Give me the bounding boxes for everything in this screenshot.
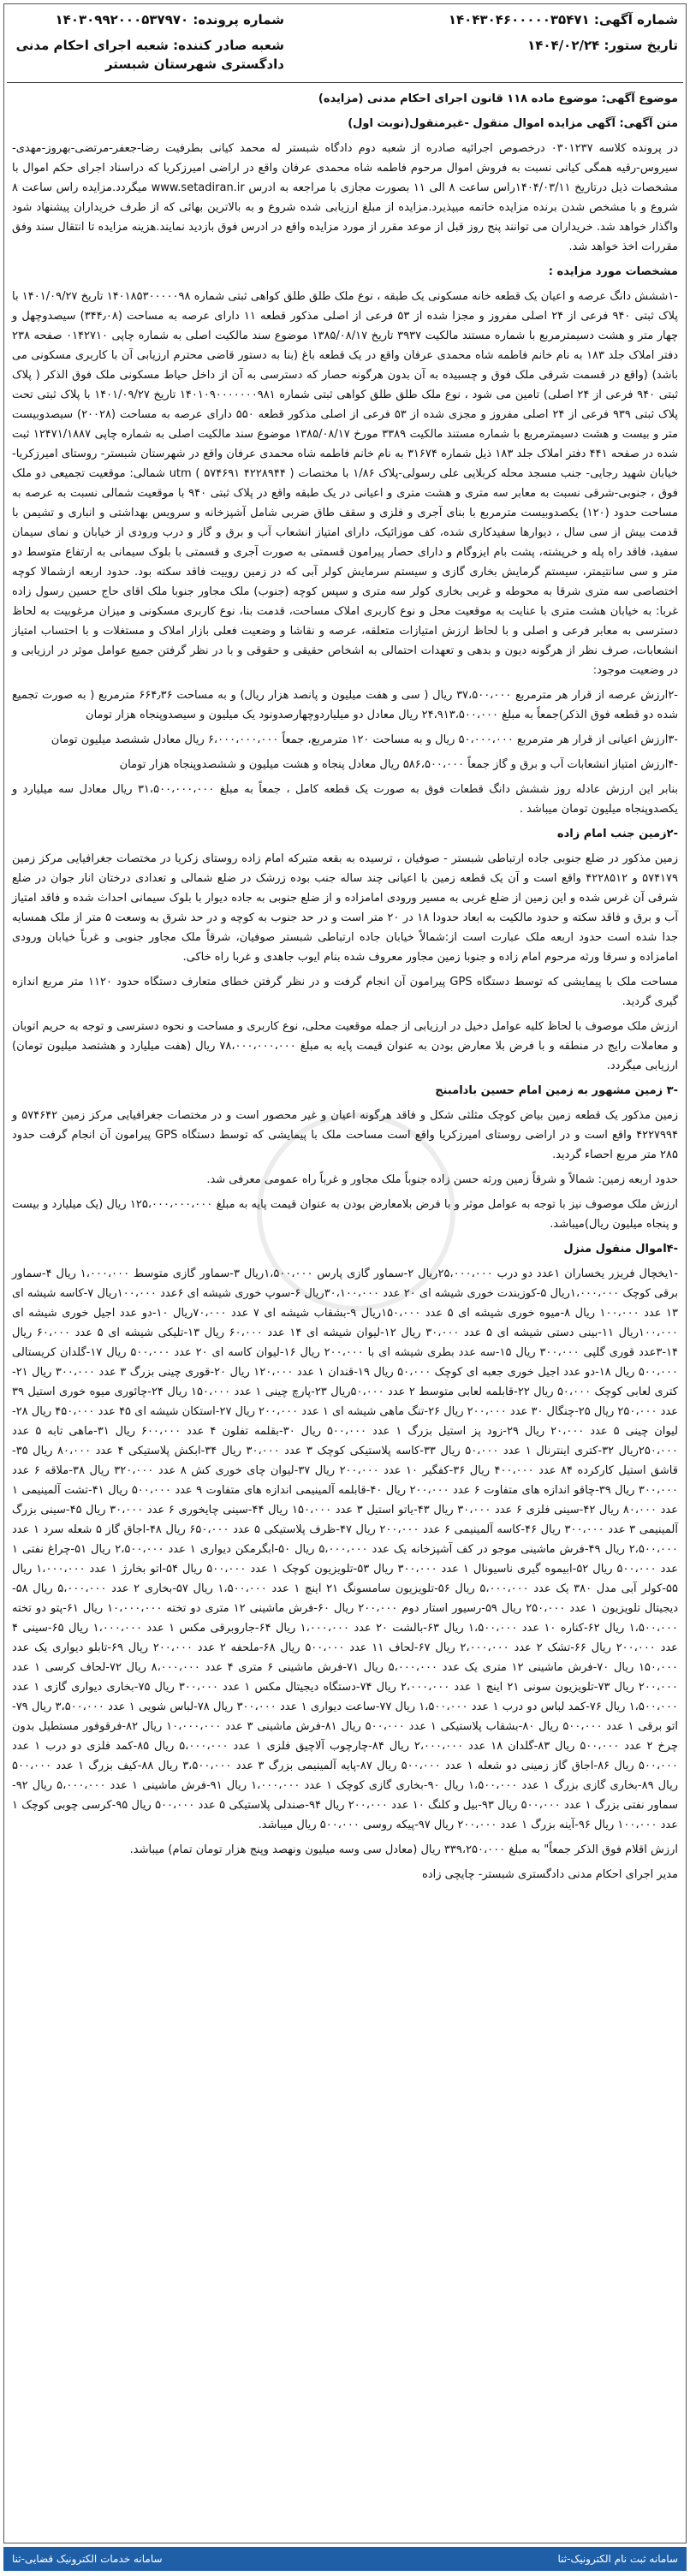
land-2-price: ارزش ملک موصوف با لحاظ کلیه عوامل دخیل در ارزیابی از جمله موقعیت محلی، نوع کاربری و مساحت و نحوه دسترسی و توجه به حریم اتوبان و معاملات رایج در منطقه و با فرض بلا معارض بودن به عنوان قیمت پایه به مبلغ ۷۸،۰۰۰،۰۰۰،۰۰۰ ریال (هفت میلیارد و هشتصد میلیون تومان) ارزیابی میگردد.	[12, 1020, 678, 1072]
item-4-utilities-value: -۴ارزش امتیاز انشعابات آب و برق و گاز جمعاً ۵۸۶،۵۰۰،۰۰۰ ریال معادل پنجاه و هشت میلیون و ششصدوپنجاه هزار تومان	[119, 758, 678, 771]
issuing-branch-label: شعبه صادر کننده:	[173, 38, 284, 53]
footer-bar	[3, 2547, 687, 2571]
header-row-2	[12, 36, 678, 72]
notice-number-value: ۱۴۰۴۳۰۴۶۰۰۰۰۰۳۵۴۷۱	[448, 12, 590, 27]
issue-date-value: ۱۴۰۴/۰۲/۲۴	[527, 38, 600, 53]
issuing-branch	[12, 36, 284, 74]
signature: مدیر اجرای احکام مدنی دادگستری شبستر- چایچی زاده	[422, 1868, 678, 1881]
footer-link-right[interactable]: سامانه ثبت نام الکترونیک-ثنا	[557, 2553, 678, 2565]
specs-title: مشخصات مورد مزایده :	[548, 265, 678, 278]
movables-list: -۱یخچال فریزر یخساران ۱عدد دو درب ۲۵،۰۰۰،۰۰۰ریال ۲-سماور گازی پارس ۱،۵۰۰،۰۰۰ریال ۳-سماور گازی متوسط ۱،۰۰۰،۰۰۰ ریال ۴-سماور برقی کوچک ۱،۰۰۰،۰۰۰ریال ۵-کوزبندت خوری شیشه ای ۲۰ عدد ۳۰،۱۰۰،۰۰۰ریال ۶-سوپ خوری شیشه ای ۶عدد ۱۰۰،۰۰۰ریال ۷-کاسه شیشه ای ۱۳ عدد ۱۰۰،۰۰۰ ریال ۸-میوه خوری شیشه ای ۵ عدد ۱۵۰،۰۰۰ریال ۹-بشقاب شیشه ای ۷ عدد ۷۰،۰۰۰ریال ۱۰-دو عدد اجیل خوری شیشه ای ۱۰۰،۰۰۰ریال ۱۱-بینی دستی شیشه ای ۵ عدد ۳۰،۰۰۰ ریال ۱۲-لیوان شیشه ای ۱۴ عدد ۶۰،۰۰۰ ریال ۱۳-تلیکی شیشه ای ۵ عدد ۶۰،۰۰۰ ریال ۱۴-۳عدد قوری گلپی ۳۰۰،۰۰۰ ریال ۱۵-سه عدد بطری شیشه ای با ۲۰۰،۰۰۰ ریال ۱۶-لیوان کاسه ای ۲۰ عدد ۵۰۰،۰۰۰ ریال ۱۷-گلدان کریستالی ۵۰۰،۰۰۰ ریال ۱۸-دو عدد اجیل خوری جعبه ای کوچک ۵۰،۰۰۰ ریال ۱۹-قندان ۱ عدد ۱۲۰،۰۰۰ ریال ۲۰-قوری چینی بزرگ ۳ عدد ۳۰۰،۰۰۰ ریال ۲۱-کتری لعابی کوچک ۵۰،۰۰۰ ریال ۲۲-قابلمه لعابی متوسط ۲ عدد ۵۰،۰۰۰ریال ۲۳-پارچ چینی ۱ عدد ۱۵۰،۰۰۰ ریال ۲۴-چائوری میوه خوری استیل ۳۹ عدد ۲۵۰،۰۰۰ ریال ۲۵-چنگال ۳۰ عدد ۲۰۰،۰۰۰ ریال ۲۶-تنگ ماهی شیشه ای ۱ عدد ۲۰۰،۰۰۰ ریال ۲۷-استکان شیشه ای ۴۵ عدد ۴۵۰،۰۰۰ ریال ۲۸-لیوان چینی ۵ عدد ۲۰،۰۰۰ ریال ۲۹-زود پز استیل بزرگ ۱ عدد ۵۰۰،۰۰۰ ریال ۳۰-بقلمه تفلون ۴ عدد ۶۰۰،۰۰۰ ریال ۳۱-ماهی تابه ۵ عدد ۲۵۰،۰۰۰ریال ۳۲-کتری اینترنال ۱ عدد ۵۰،۰۰۰ ریال ۳۳-کاسه پلاستیکی کوچک ۳ عدد ۳۰،۰۰۰ ریال ۳۴-ابکش پلاستیکی ۴ عدد ۸۰،۰۰۰ ریال ۳۵-قاشق استیل کارکرده ۸۴ عدد ۴۰۰،۰۰۰ ریال ۳۶-کفگیر ۱۰ عدد ۲۰۰،۰۰۰ ریال ۳۷-لیوان چای خوری کش ۸ عدد ۳۲۰،۰۰۰ ریال ۳۸-ملاقه ۶ عدد ۳۰۰،۰۰۰ ریال ۳۹-چاقو اندازه های متفاوت ۶ عدد ۲۰۰،۰۰۰ ریال ۴۰-قابلمه آلمینیمی اندازه های متفاوت ۹ عدد ۵۰۰،۰۰۰ ریال ۴۱-تشت آلمینیمی ۱ عدد ۸۰،۰۰۰ ریال ۴۲-سینی فلزی ۶ عدد ۳۰،۰۰۰ ریال ۴۳-یاتو استیل ۳ عدد ۱۵۰،۰۰۰ ریال ۴۴-سینی چایخوری ۶ عدد ۳۰،۰۰۰ ریال ۴۵-سینی بزرگ آلمینیمی ۳ عدد ۳۰۰،۰۰۰ ریال ۴۶-کاسه آلمینیمی ۶ عدد ۲۰۰،۰۰۰ ریال ۴۷-ظرف پلاستیکی ۵ عدد ۶۵۰،۰۰۰ ریال ۴۸-اجاق گاز ۵ شعله سرد ۱ عدد ۲،۵۰۰،۰۰۰ ریال ۴۹-فرش ماشینی موجو در کف آشپزخانه یک عدد ۵،۰۰۰،۰۰۰ ریال ۵۰-ابگرمکن دیواری ۱ عدد ۲،۵۰۰،۰۰۰ ریال ۵۱-چراغ نفتی ۱ عدد ۵۰۰،۰۰۰ ریال ۵۲-ابیموه گیری ناسیونال ۱ عدد ۳۰۰،۰۰۰ ریال ۵۳-تلویزیون کوچک ۱ عدد ۵۰۰،۰۰۰ ریال ۵۴-اتو بخارژ ۱ عدد ۱،۰۰۰،۰۰۰ ریال ۵۵-کولر آبی مدل ۳۸۰ یک عدد ۵،۰۰۰،۰۰۰ ریال ۵۶-تلویزیون سامسونگ ۲۱ اینچ ۱ عدد ۱،۵۰۰،۰۰۰ ریال ۵۷-بخاری ۲ عدد ۵،۰۰۰،۰۰۰ ریال ۵۸-دیجیتال تلویزیون ۱ عدد ۲۵۰،۰۰۰ ریال ۵۹-رسیور استار دوم ۲۰۰،۰۰۰ ریال ۶۰-فرش ماشینی ۱۲ متری دو تخته ۱۰،۰۰۰،۰۰۰ ریال ۶۱-پتو دو تخته ۱،۵۰۰،۰۰۰ ریال ۶۲-کناره ۱۰ عدد ۱،۵۰۰،۰۰۰ ریال ۶۳-بالشت ۲۰ عدد ۱،۰۰۰،۰۰۰ ریال ۶۴-جاروبرقی مکس ۱ عدد ۱،۰۰۰،۰۰۰ ریال ۶۵-سینی ۴ عدد ۲۰۰،۰۰۰ ریال ۶۶-تشک ۲ عدد ۲،۰۰۰،۰۰۰ ریال ۶۷-لحاف ۱۱ عدد ۵۰۰،۰۰۰ ریال ۶۸-ملحفه ۲ عدد ۲۰۰،۰۰۰ ریال ۶۹-تابلو دیواری یک عدد ۱۵۰،۰۰۰ ریال ۷۰-فرش ماشینی ۱۲ متری یک عدد ۵،۰۰۰،۰۰۰ ریال ۷۱-فرش ماشینی ۶ متری ۴ عدد ۸،۰۰۰،۰۰۰ ریال ۷۲-لحاف کرسی ۱ عدد ۲۰۰،۰۰۰ ریال ۷۳-تلویزیون سونی ۲۱ اینچ ۱ عدد ۲،۰۰۰،۰۰۰ ریال ۷۴-دستگاه دیجیتال مکس ۱ عدد ۳۰۰،۰۰۰ ریال ۷۵-بخاری دیواری گازی ۱ عدد ۱،۵۰۰،۰۰۰ ریال ۷۶-کمد لباس دو درب ۱ عدد ۱،۵۰۰،۰۰۰ ریال ۷۷-ساعت دیواری ۱ عدد ۳۰۰،۰۰۰ ریال ۷۸-لباس شویی ۱ عدد ۳،۵۰۰،۰۰۰ ریال ۷۹-اتو برقی ۱ عدد ۵۰۰،۰۰۰ ریال ۸۰-بشقاب پلاستیکی ۱ عدد ۵۰۰،۰۰۰ ریال ۸۱-فرش ماشینی ۳ عدد ۱۰،۰۰۰،۰۰۰ ریال ۸۲-فرقوفور مستطیل بدون چرخ ۲ عدد ۵۰۰،۰۰۰ ریال ۸۳-گلدان ۱۸ عدد ۲،۰۰۰،۰۰۰ ریال ۸۴-چارچوب آلاچیق فلزی ۱ عدد ۵،۰۰۰،۰۰۰ ریال ۸۵-کمد فلزی دو درب ۱ عدد ۵۰۰،۰۰۰ ریال ۸۶-اجاق گاز زمینی دو شعله ۱ عدد ۵۰۰،۰۰۰ ریال ۸۷-پایه آلمینیمی بزرگ ۳ عدد ۳،۵۰۰،۰۰۰ ریال ۸۸-کیف بزرگ ۱ عدد ۵۰۰،۰۰۰ ریال ۸۹-بخاری گازی بزرگ ۱ عدد ۱،۵۰۰،۰۰۰ ریال ۹۰-بخاری گازی کوچک ۱ عدد ۱،۰۰۰،۰۰۰ ریال ۹۱-فرش ماشینی ۱ عدد ۵،۰۰۰،۰۰۰ ریال ۹۲-سماور نفتی بزرگ ۱ عدد ۵۰۰،۰۰۰ ریال ۹۳-بیل و کلنگ ۱۰ عدد ۲۰۰،۰۰۰ ریال ۹۴-صندلی پلاستیکی ۵ عدد ۵۰۰،۰۰۰ ریال ۹۵-کرسی چوبی کوچک ۱ عدد ۱۰۰،۰۰۰ ریال ۹۶-آینه بزرگ ۱ عدد ۲۰۰،۰۰۰ ریال ۹۷-پیکه روسی ۵۰۰،۰۰۰ ریال میباشد.	[12, 1267, 679, 1831]
land-2-title: -۲زمین جنب امام زاده	[556, 828, 678, 840]
issuing-branch-value: شعبه اجرای احکام مدنی دادگستری شهرستان شبستر	[15, 38, 284, 72]
notice-number	[449, 10, 678, 29]
item-1-description: -۱ششش دانگ عرصه و اعیان یک قطعه خانه مسکونی یک طبقه ، نوع ملک طلق طلق کواهی ثبتی شماره ۱۴۰۱۸۵۳۰۰۰۰۰۹۸ تاریخ ۱۴۰۱/۰۹/۲۷ با پلاک ثبتی ۹۴۰ فرعی از ۲۴ اصلی مفروز و مجزا شده از ۵۳ فرعی از اصلی مذکور قطعه ۱۱ دارای عرصه به مساحت (۳۴۴٫۰۸) سیصدوچهل و چهار متر و هشت دسیمترمربع با شماره مستند مالکیت ۳۹۳۷ تاریخ ۱۳۸۵/۰۸/۱۷ موضوع سند مالکیت اصلی به شماره چاپی ۰۱۴۲۷۱۰ صفحه ۲۳۸ دفتر املاک جلد ۱۸۳ به نام خانم فاطمه شاه محمدی عرفان واقع در یک قطعه باغ (بنا به دستور قاضی محترم ارزیابی آن با کاربری مسکونی می باشد) (واقع در قسمت شرقی ملک فوق و چسبیده به آن بدون هرگونه حصار که دسترسی به آن از داخل حیاط مسکونی ملک فوق الذکر ( پلاک ثبتی ۹۴۰ فرعی از ۲۴ اصلی) تامین می شود ، نوع ملک طلق طلق کواهی ثبتی شماره ۱۴۰۱۰۹۰۰۰۰۰۰۰۹۸۱ تاریخ ۱۴۰۱/۰۹/۲۷ با پلاک ثبتی تحت پلاک ثبتی ۹۳۹ فرعی از ۲۴ اصلی مفروز و مجزی شده از ۵۳ فرعی از اصلی مذکور قطعه ۵۵۰ دارای عرصه به مساحت (۲۰۰۲۸) سیصدوبیست متر و بیست و هشت دسیمترمربع با شماره مستند مالکیت ۳۳۸۹ مورخ ۱۳۸۵/۰۸/۱۷ موضوع سند مالکیت اصلی به شماره چاپی ۱۲۴۷۱/۱۸۸۷ ثبت شده در صفحه ۴۴۱ دفتر املاک جلد ۱۸۳ ذیل شماره ۳۱۶۷۴ به نام خانم فاطمه شاه محمدی عرفان واقع در شهرستان شبستر- روستای امیرزکریا- خیابان شهید رجایی- جنب مسجد محله کربلایی علی رسولی-پلاک ۱/۸۶ با مختصات ( ۴۲۲۸۹۴۴ ۵۷۴۶۹۱ ) utm شمالی: موقعیت تجمیعی دو ملک فوق ، جنوبی-شرقی نسبت به معابر سه متری و هشت متری و اعیانی در یک طبقه واقع در پلاک ثبتی ۹۴۰ با موقعیت شمالی نسبت به عرصه به مساحت حدود (۱۲۰) یکصدوبیست مترمربع با بنای آجری و فلزی و سقف طاق ضربی شامل آشپزخانه و سرویس بهداشتی و انباری و تشیمن با قدمت بیش از سی سال ، دیوارها سفیدکاری شده، کف موزائیک، دارای امتیاز انشعاب آب و برق و گاز و درب ورودی از خیابان و نمای سیمان سفید، فاقد راه پله و خرپشته، پشت بام ایزوگام و دارای حصار پیرامون قسمتی به صورت آجری و قسمتی با بلوک سیمانی به ارتفاع متوسط دو متر و سی سانتیمتر، سیستم گرمایش بخاری گازی و سیستم سرمایش کولر آبی که در زمین روییت فاقد سکته بود. حدود اربعه ازشمالا کوچه اختصاصی سه متری شرقا به محوطه و غربی بخاری کولر سه متری و سپس کوچه (جنوب) ملک مجاور جنوبا ملک اقای حاج حسین رسول زاده غربا: به خیابان هشت متری با عنایت به موقعیت محل و نوع کاربری املاک مساحت، قدمت بنا، نوع کاربری مسکونی و میزان مرغوبیت به لحاظ دسترسی به معابر فرعی و اصلی و با لحاظ ارزش امتیازات متعلقه، عرصه و نقاشا و وضعیت فعلی بازار املاک و مستغلات و با احتساب امتیاز انشعابات، صرف نظر از هرگونه دیون و بدهی و تعهدات احتمالی به اشخاص حقیقی و حقوقی و با در نظر گرفتن جمیع عوامل موثر در ارزیابی و در وضعیت موجود:	[12, 290, 679, 677]
movables-total: ارزش اقلام فوق الذکر جمعاً" به مبلغ ۳۳۹،۲۵۰،۰۰۰ ریال (معادل سی وسه میلیون ونهصد وپنج هزار تومان تمام) میباشد.	[129, 1843, 678, 1856]
case-number-value: ۱۴۰۳۰۹۹۲۰۰۰۵۳۷۹۷۰	[55, 12, 189, 27]
movables-title: -۴اموال منقول منزل	[563, 1243, 678, 1255]
item-3-building-value: -۳ارزش اعیانی از قرار هر مترمربع ۵۰،۰۰۰،۰۰۰ ریال و به مساحت ۱۲۰ مترمربع، جمعاً ۶،۰۰۰،۰۰۰،۰۰۰ ریال معادل ششصد میلیون تومان	[51, 733, 678, 746]
notice-text-title: متن آگهی: آگهی مزایده اموال منقول -غیرمنقول(نوبت اول)	[348, 117, 678, 130]
land-2-area: مساحت ملک با پیمایشی که توسط دستگاه GPS پیرامون آن انجام گرفت و در نظر گرفتن خطای متعارف دستگاه حدود ۱۱۲۰ متر مربع اندازه گیری گردید.	[12, 976, 678, 1008]
notice-intro: در پرونده کلاسه ۰۳۰۱۲۳۷ درخصوص اجرائیه صادره از شعبه دوم دادگاه شبستر له محمد کیانی بطرفیت رضا-جعفر-مرتضی-بهروز-مهدی-سیروس-رقیه همگی کیانی نسبت به فروش اموال مرحوم فاطمه شاه محمدی عرفان واقع در اراضی امیرزکریا که دراسناد اجرای حکم اموال با مشخصات ذیل درتاریخ ۱۴۰۴/۰۳/۱۱راس ساعت ۸ الی ۱۱ بصورت مجازی با مراجعه به ادرس www.setadiran.ir میگردد.مزایده راس ساعت ۸ شروع و با مشخص شدن برنده مزایده خاتمه میپذیرد.مزایده از مبلغ ارزیابی شده شروع و به بالاترین بهائی که از طرف خریداران پیشنهاد شود واگذار خواهد شد. خریداران می توانند پنج روز قبل از موعد مقرر از مورد مزایده واقع در ادرس فوق بازدید نمایند.هزینه مزایده تا انتقال سند وفق مقررات اخذ خواهد شد.	[12, 142, 678, 253]
header-row-1	[12, 10, 678, 29]
notice-header	[12, 10, 678, 75]
case-number	[56, 10, 284, 29]
notice-subject: موضوع آگهی: موضوع ماده ۱۱۸ قانون اجرای احکام مدنی (مزایده)	[318, 92, 678, 105]
issue-date-label: تاریخ ستور:	[604, 38, 678, 53]
issue-date	[527, 36, 678, 55]
land-2-description: زمین مذکور در ضلع جنوبی جاده ارتباطی شبستر - صوفیان ، ترسیده به بقعه متبرکه امام زاده روستای زکریا در مختصات جغرافیایی مرکز زمین ۵۷۴۱۷۹ و ۴۲۲۸۵۱۲ واقع است و آن یک قطعه زمین با اعیانی چند ساله جنب بوده زرشک در ضلع شمالی و تعدادی درختان انار جوان در ضلع شرقی آن غرس شده و این زمین از ضلع غربی به مسیر ورودی امامزاده و از ضلع جنوبی به جاده دیوار با بلوک سیمانی احداث شده و فاقد امتیاز آب و برق و فاقد سکته و حدود مالکیت به ابعاد حدودا ۱۸ در ۲۰ متر است و در حد جنوب به کوچه و در حد شرق به وسعت ۵ متر از ملک همسایه جدا شده است حدود اربعه ملک عبارت است از:شمالاً خیابان جاده ارتباطی شبستر صوفیان، شرقاً ملک مجاور جنوبی و غرباً خیابان ورودی امامزاده و سرقا ورثه مرحوم امام زاده و جنوبا زمین مجاور معروف شده بنام ایوب جاهدی و غربا راه خاکی.	[12, 852, 679, 964]
case-number-label: شماره پرونده:	[193, 12, 284, 27]
land-3-bounds: حدود اربعه زمین: شمالاً و شرقاً زمین ورثه حسن زاده جنوباً ملک مجاور و غرباً راه عمومی معرفی شد.	[206, 1173, 678, 1186]
notice-number-label: شماره آگهی:	[593, 12, 678, 27]
item-1-price: -۲ارزش عرصه از قرار هر مترمربع ۳۷،۵۰۰،۰۰۰ ریال ( سی و هفت میلیون و پانصد هزار ریال) و به مساحت ۶۶۴٫۳۶ مترمربع ( به صورت تجمیع شده دو قطعه فوق الذکر)جمعاً به مبلغ ۲۴،۹۱۳،۵۰۰،۰۰۰ ریال معادل دو میلیاردوچهارصدونود یک میلیون و سیصدوپنجاه هزار تومان	[12, 689, 678, 721]
notice-body	[12, 89, 678, 1890]
header-divider	[7, 82, 683, 83]
land-3-price: ارزش ملک موصوف نیز با توجه به عوامل موثر و با فرض بلامعارض بودن به عنوان قیمت پایه به مبلغ ۱۲۵،۰۰۰،۰۰۰،۰۰۰ ریال (یک میلیارد و بیست و پنجاه میلیون ریال)میباشد.	[12, 1198, 678, 1231]
land-3-description: زمین مذکور یک قطعه زمین بیاض کوچک مثلثی شکل و فاقد هرگونه اعیان و غیر محصور است و در مختصات جغرافیایی مرکز زمین ۵۷۴۶۴۲ و ۴۲۲۷۹۹۴ واقع است و در اراضی روستای امیرزکریا واقع است مساحت ملک با پیمایشی که توسط دستگاه GPS پیرامون آن انجام گرفت حدود ۲۸۵ متر مربع احصاء گردید.	[12, 1109, 678, 1161]
land-3-title: -۳ زمین مشهور به زمین امام حسین بادامبنج	[435, 1084, 678, 1097]
footer-link-left[interactable]: سامانه خدمات الکترونیک قضایی-ثنا	[12, 2553, 163, 2565]
item-4-total: بنابر این ارزش عادله روز ششش دانگ قطعات فوق به صورت یک قطعه کامل ، جمعاً به مبلغ ۳۱،۵۰۰،۰۰۰،۰۰۰ ریال معادل سه میلیارد و یکصدوپنجاه میلیون تومان میباشد .	[12, 783, 678, 816]
